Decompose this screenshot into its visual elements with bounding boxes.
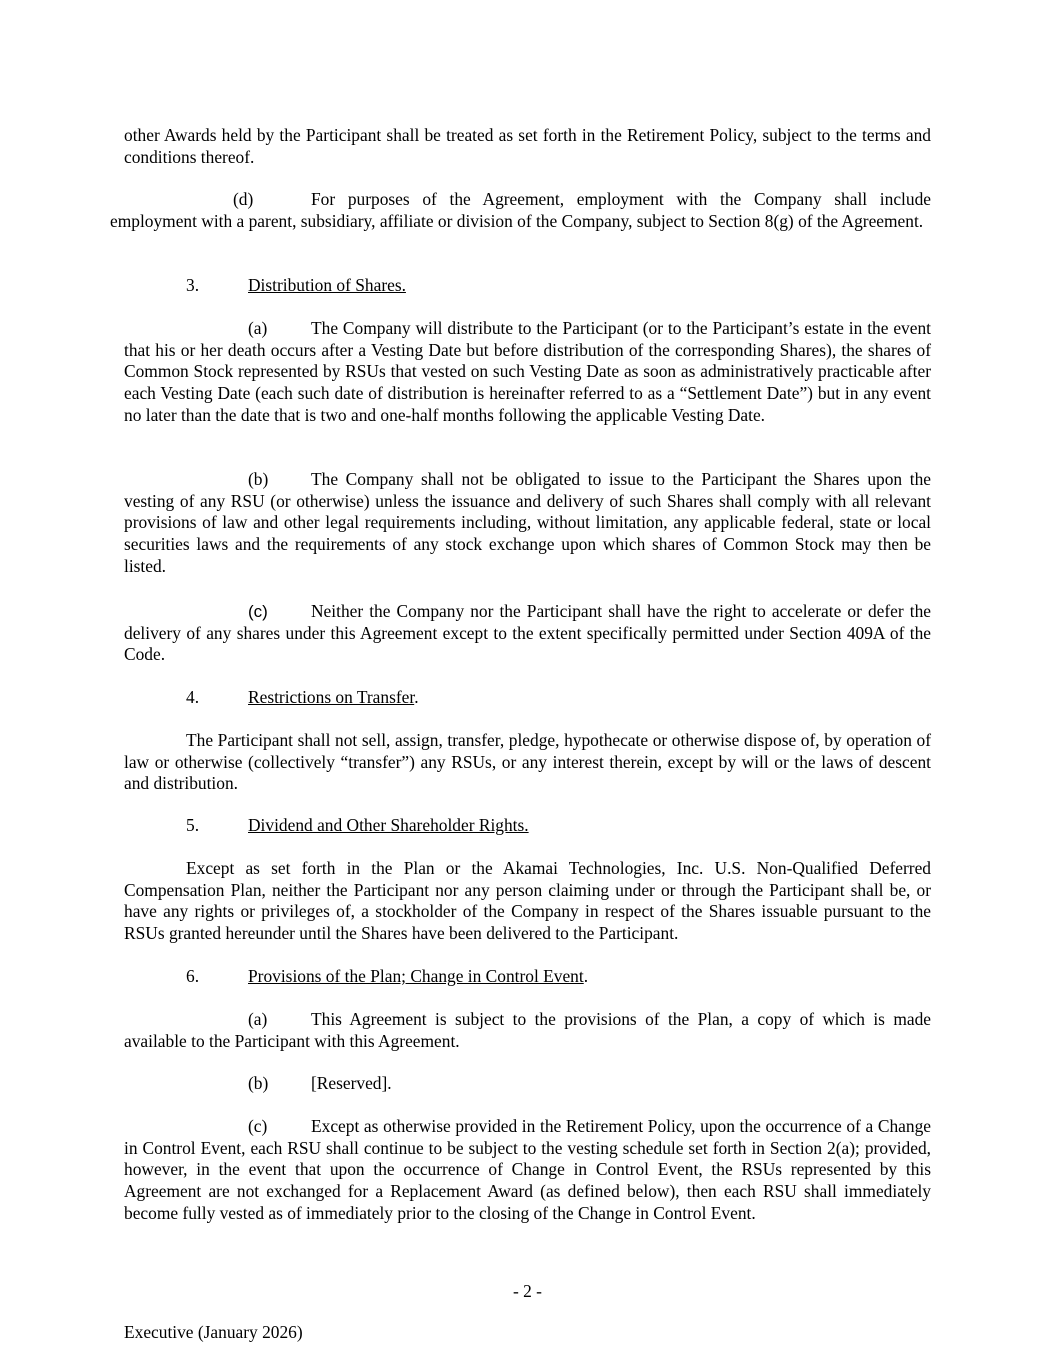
section-number: 5. [186, 815, 200, 835]
paragraph-text: The Participant shall not sell, assign, transfer, pledge, hypothecate or otherwise dispose of, by operation of law or otherwise (collectively “transfer”) any RSUs, or any interest therein, except by will or the laws of descent and distribution. [124, 730, 931, 794]
clause-label: (b) [248, 1073, 269, 1093]
section-3-heading [186, 275, 406, 297]
paragraph-text: For purposes of the Agreement, employment with the Company shall include employment with a parent, subsidiary, affiliate or division of the Company, subject to Section 8(g) of the Agreement. [110, 189, 931, 231]
paragraph-3b [124, 469, 931, 578]
clause-label: (a) [248, 1009, 268, 1029]
paragraph-6a [124, 1009, 931, 1052]
section-title: Restrictions on Transfer [248, 687, 415, 707]
paragraph-6c [124, 1116, 931, 1225]
paragraph-3a [124, 318, 931, 427]
section-title-suffix: . [583, 966, 589, 986]
paragraph-text: other Awards held by the Participant shall be treated as set forth in the Retirement Policy, subject to the terms and conditions thereof. [124, 125, 931, 167]
paragraph-text: Except as set forth in the Plan or the Akamai Technologies, Inc. U.S. Non-Qualified Deferred Compensation Plan, neither the Participant nor any person claiming under or through the Participant shall be, or have any rights or privileges of, a stockholder of the Company in respect of the Shares issuable pursuant to the RSUs granted hereunder until the Shares have been delivered to the Participant. [124, 858, 931, 944]
section-5-heading [186, 815, 529, 837]
section-4-heading [186, 687, 419, 709]
clause-label: (c) [248, 1116, 268, 1136]
section-title: Provisions of the Plan; Change in Control Event [248, 966, 584, 986]
paragraph-text: Except as otherwise provided in the Retirement Policy, upon the occurrence of a Change in Control Event, each RSU shall continue to be subject to the vesting schedule set forth in Section 2(a); provided, however, in the event that upon the occurrence of Change in Control Event, the RSUs represented by this Agreement are not exchanged for a Replacement Award (as defined below), then each RSU shall immediately become fully vested as of immediately prior to the closing of the Change in Control Event. [124, 1116, 931, 1223]
section-title-suffix: . [414, 687, 419, 707]
paragraph-text: The Company will distribute to the Participant (or to the Participant’s estate in the event that his or her death occurs after a Vesting Date but before distribution of the corresponding Shares), the shares of Common Stock represented by RSUs that vested on such Vesting Date as soon as administratively practicable after each Vesting Date (each such date of distribution is hereinafter referred to as a “Settlement Date”) but in any event no later than the date that is two and one-half months following the applicable Vesting Date. [124, 318, 931, 425]
paragraph-text: The Company shall not be obligated to issue to the Participant the Shares upon the vesting of any RSU (or otherwise) unless the issuance and delivery of such Shares shall comply with all relevant provisions of law and other legal requirements including, without limitation, any applicable federal, state or local securities laws and the requirements of any stock exchange upon which shares of Common Stock may then be listed. [124, 469, 931, 576]
paragraph-continuation [124, 125, 931, 168]
paragraph-text: This Agreement is subject to the provisions of the Plan, a copy of which is made available to the Participant with this Agreement. [124, 1009, 931, 1051]
section-title: Distribution of Shares. [248, 275, 406, 295]
paragraph-4 [124, 730, 931, 795]
clause-label: (d) [233, 189, 254, 209]
section-number: 4. [186, 687, 200, 707]
clause-label: (c) [248, 602, 268, 621]
page-number: - 2 - [513, 1281, 542, 1301]
footer-text: Executive (January 2026) [124, 1322, 303, 1342]
paragraph-6b [248, 1073, 392, 1095]
paragraph-text: [Reserved]. [311, 1073, 392, 1093]
paragraph-2d [110, 189, 931, 232]
paragraph-text: Neither the Company nor the Participant shall have the right to accelerate or defer the delivery of any shares under this Agreement except to the extent specifically permitted under Section 409A of the Code. [124, 601, 931, 665]
section-6-heading [186, 966, 588, 988]
section-number: 3. [186, 275, 200, 295]
section-title: Dividend and Other Shareholder Rights. [248, 815, 529, 835]
section-number: 6. [186, 966, 200, 986]
paragraph-5 [124, 858, 931, 945]
paragraph-3c [124, 601, 931, 666]
clause-label: (b) [248, 469, 269, 489]
clause-label: (a) [248, 318, 268, 338]
